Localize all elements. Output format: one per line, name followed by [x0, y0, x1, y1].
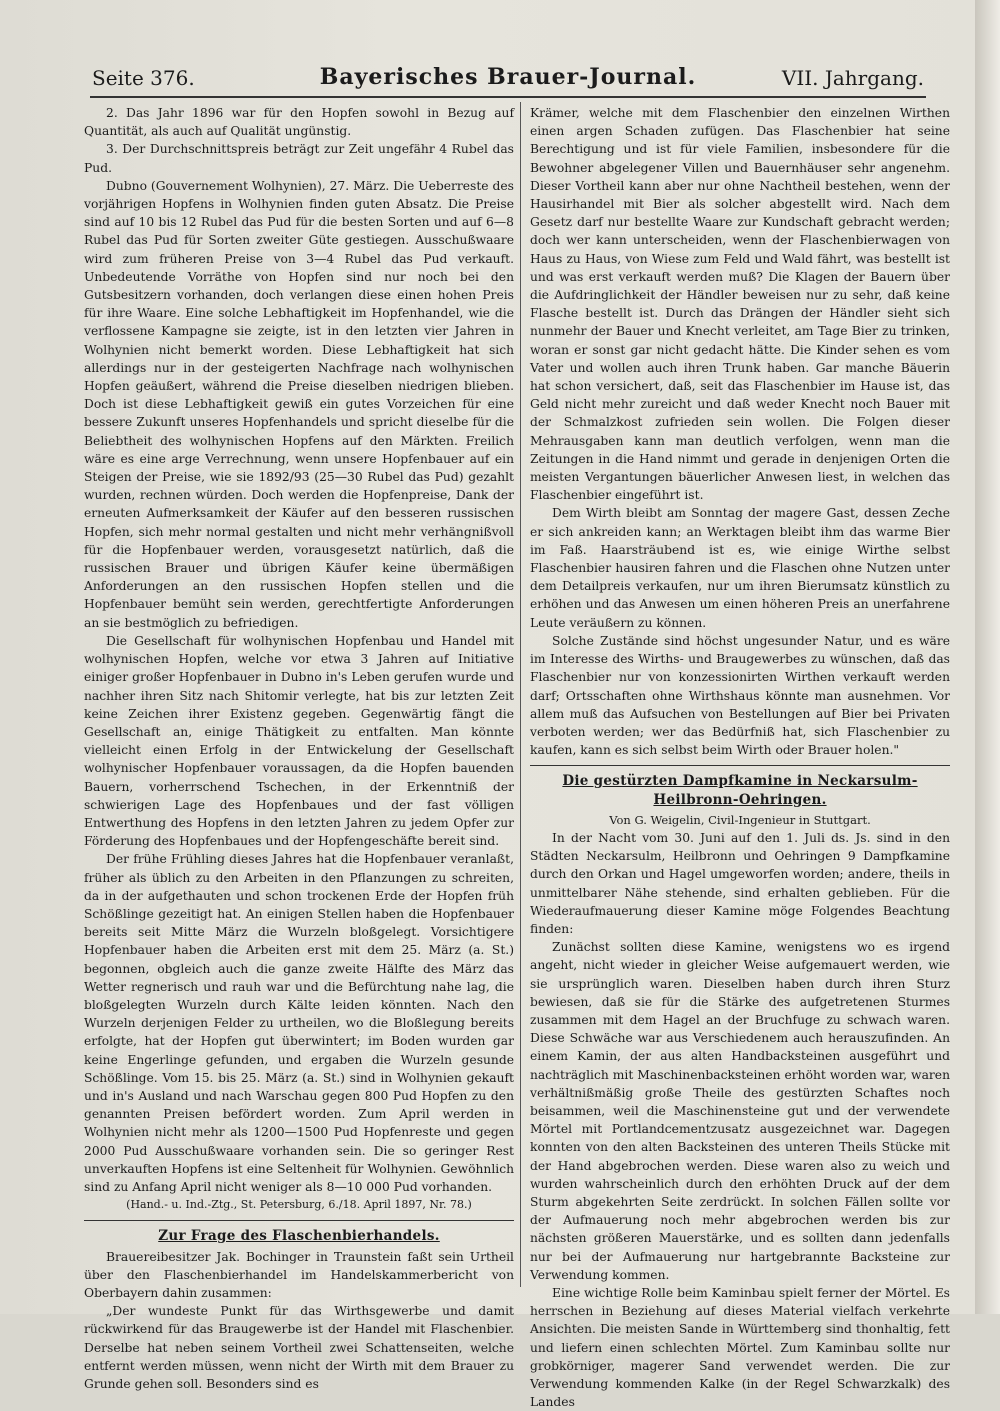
paragraph: „Der wundeste Punkt für das Wirthsgewerbe und damit rückwirkend für das Braugewerbe ist der Handel mit Flaschenbier. Derselbe hat neben seinem Vortheil zwei Schattenseiten, welche entfernt werden müssen, wenn nicht der Wirth mit dem Brauer zu Grunde gehen soll. Besonders sind es: [84, 1304, 514, 1392]
section-rule: [530, 765, 950, 766]
column-divider: [520, 102, 521, 1287]
paragraph: Solche Zustände sind höchst ungesunder Natur, und es wäre im Interesse des Wirths- und Braugewerbes zu wünschen, daß das Flaschenbier nur von konzessionirten Wirthen verkauft werden darf; Ortsschaften ohne Wirthshaus könnte man ausnehmen. Vor allem muß das Aufsuchen von Bestellungen auf Bier bei Privaten verboten werden; wer das Bedürfniß hat, sich Flaschenbier zu kaufen, kann es sich selbst beim Wirth oder Brauer holen.": [530, 633, 950, 758]
binding-spine: [975, 0, 1000, 1314]
header-rule: [90, 96, 926, 98]
page-header: [92, 60, 924, 96]
page-number: Seite 376.: [92, 66, 195, 90]
section-rule: [84, 1220, 514, 1221]
paragraph: Dem Wirth bleibt am Sonntag der magere Gast, dessen Zeche er sich ankreiden kann; an Werktagen bleibt ihm das warme Bier im Faß. Haarsträubend ist es, wie einige Wirthe selbst Flaschenbier hausiren fahren und die Flaschen ohne Nutzen unter dem Detailpreis verkaufen, nur um ihren Bierumsatz künstlich zu erhöhen und das Anwesen um einen höheren Preis an unerfahrene Leute veräußern zu können.: [530, 506, 950, 630]
paragraph: Eine wichtige Rolle beim Kaminbau spielt ferner der Mörtel. Es herrschen in Beziehung auf dieses Material vielfach verkehrte Ansichten. Die meisten Sande in Württemberg sind thonhaltig, fett und liefern einen schlechten Mörtel. Zum Kaminbau sollte nur grobkörniger, magerer Sand verwendet werden. Die zur Verwendung kommenden Kalke (in der Regel Schwarzkalk) des Landes: [530, 1286, 950, 1410]
paragraph: Brauereibesitzer Jak. Bochinger in Traunstein faßt sein Urtheil über den Flaschenbierhandel im Handelskammerbericht von Oberbayern dahin zusammen:: [84, 1249, 514, 1300]
paragraph: Dubno (Gouvernement Wolhynien), 27. März. Die Ueberreste des vorjährigen Hopfens in Wolhynien finden guten Absatz. Die Preise sind auf 10 bis 12 Rubel das Pud für die besten Sorten und auf 6—8 Rubel das Pud für Sorten zweiter Güte gestiegen. Ausschußwaare wird zum früheren Preise von 3—4 Rubel das Pud verkauft. Unbedeutende Vorräthe von Hopfen sind nur noch bei den Gutsbesitzern vorhanden, doch verlangen diese einen hohen Preis für ihre Waare. Eine solche Lebhaftigkeit im Hopfenhandel, wie die verflossene Kampagne sie zeigte, ist in den letzten vier Jahren in Wolhynien nicht bemerkt worden. Diese Lebhaftigkeit hat sich allerdings nur in der gesteigerten Nachfrage nach wolhynischen Hopfen geäußert, während die Preise dieselben niedrigen blieben. Doch ist diese Lebhaftigkeit gewiß ein gutes Vorzeichen für eine bessere Zukunft unseres Hopfenhandels und spricht dieselbe für die Beliebtheit des wolhynischen Hopfens auf den Märkten. Freilich wäre es eine arge Verrechnung, wenn unsere Hopfenbauer auf ein Steigen der Preise, wie sie 1892/93 (25—30 Rubel das Pud) gezahlt wurden, rechnen würden. Doch werden die Hopfenpreise, Dank der erneuten Aufmerksamkeit der Käufer auf den besseren russischen Hopfen, sich mehr normal gestalten und nicht mehr verhängnißvoll für die Hopfenbauer werden, vorausgesetzt natürlich, daß die russischen Brauer und übrigen Käufer keine übermäßigen Anforderungen an den russischen Hopfen stellen und die Hopfenbauer bemüht sein werden, gerechtfertigte Anforderungen an sie bestmöglich zu befriedigen.: [84, 178, 514, 630]
article-byline: Von G. Weigelin, Civil-Ingenieur in Stuttgart.: [609, 812, 871, 827]
volume-label: VII. Jahrgang.: [781, 66, 924, 90]
source-note: (Hand.- u. Ind.-Ztg., St. Petersburg, 6./18. April 1897, Nr. 78.): [126, 1198, 472, 1212]
paragraph: 2. Das Jahr 1896 war für den Hopfen sowohl in Bezug auf Quantität, als auch auf Qualität ungünstig.: [84, 106, 514, 139]
paragraph: Der frühe Frühling dieses Jahres hat die Hopfenbauer veranlaßt, früher als üblich zu den Arbeiten in den Pflanzungen zu schreiten, da in der aufgethauten und schon trockenen Erde der Hopfen früh Schößlinge gezeitigt hat. An einigen Stellen haben die Hopfenbauer bereits seit Mitte März die Wurzeln bloßgelegt. Vorsichtigere Hopfenbauer haben die Arbeiten erst mit dem 25. März (a. St.) begonnen, obgleich auch die ganze zweite Hälfte des März das Wetter regnerisch und rauh war und die Befürchtung nahe lag, die bloßgelegten Wurzeln durch Kälte leiden könnten. Nach den Wurzeln derjenigen Felder zu urtheilen, wo die Bloßlegung bereits erfolgte, hat der Hopfen gut überwintert; im Boden wurden gar keine Engerlinge gefunden, und ergaben die Wurzeln gesunde Schößlinge. Vom 15. bis 25. März (a. St.) sind in Wolhynien gekauft und in's Ausland und nach Warschau gegen 800 Pud Hopfen zu den genannten Preisen befördert worden. Zum April werden in Wolhynien nicht mehr als 1200—1500 Pud Hopfenreste und gegen 2000 Pud Ausschußwaare vorhanden sein. Die so geringer Rest unverkauften Hopfens ist eine Seltenheit für Wolhynien. Gewöhnlich sind zu Anfang April nicht weniger als 8—10 000 Pud vorhanden.: [84, 852, 514, 1194]
journal-title: Bayerisches Brauer-Journal.: [319, 64, 697, 90]
paragraph: In der Nacht vom 30. Juni auf den 1. Juli ds. Js. sind in den Städten Neckarsulm, Heilbronn und Oehringen 9 Dampfkamine durch den Orkan und Hagel umgeworfen worden; andere, theils in unmittelbarer Nähe stehende, sind erhalten geblieben. Für die Wiederaufmauerung dieser Kamine möge Folgendes Beachtung finden:: [530, 830, 950, 936]
paragraph: Die Gesellschaft für wolhynischen Hopfenbau und Handel mit wolhynischen Hopfen, welche vor etwa 3 Jahren auf Initiative einiger großer Hopfenbauer in Dubno in's Leben gerufen wurde und nachher ihren Sitz nach Shitomir verlegte, hat bis zur letzten Zeit keine Zeichen ihrer Existenz gegeben. Gegenwärtig fängt die Gesellschaft an, einige Thätigkeit zu entfalten. Man könnte vielleicht einen Erfolg in der Entwickelung der Gesellschaft wolhynischer Hopfenbauer voraussagen, da die Hopfen bauenden Bauern, vorherrschend Tschechen, in der Erkenntniß der schwierigen Lage des Hopfenbaues und der fast völligen Entwerthung des Hopfens in den letzten Jahren zu jedem Opfer zur Förderung des Hopfenbaues und der Hopfengeschäfte bereit sind.: [84, 633, 514, 849]
article-heading: Zur Frage des Flaschenbierhandels.: [158, 1228, 440, 1245]
paragraph: 3. Der Durchschnittspreis beträgt zur Zeit ungefähr 4 Rubel das Pud.: [84, 142, 514, 175]
paragraph: Zunächst sollten diese Kamine, wenigstens wo es irgend angeht, nicht wieder in gleicher Weise aufgemauert werden, wie sie ursprünglich waren. Dieselben haben durch ihren Sturz bewiesen, daß sie für die Stärke des aufgetretenen Sturmes zusammen mit dem Hagel an der Bruchfuge zu schwach waren. Diese Schwäche war aus Verschiedenem auch herauszufinden. An einem Kamin, der aus alten Handbacksteinen ausgeführt und nachträglich mit Maschinenbacksteinen erhöht worden war, waren verhältnißmäßig große Theile des gestürzten Schaftes noch beisammen, weil die Maschinensteine gut und der verwendete Mörtel mit Portlandcementzusatz ausgezeichnet war. Dagegen konnten von den alten Backsteinen des unteren Theils Stücke mit der Hand abgebrochen werden. Diese waren also zu weich und wurden wahrscheinlich durch den erhöhten Druck auf der dem Sturm abgekehrten Seite zerdrückt. In solchen Fällen sollte vor der Aufmauerung noch mehr abgebrochen werden bis zur nächsten größeren Mauerstärke, und es sollten dann jedenfalls nur bei der Aufmauerung nur hartgebrannte Backsteine zur Verwendung kommen.: [530, 940, 950, 1282]
article-heading: Die gestürzten Dampfkamine in Neckarsulm-Heilbronn-Oehringen.: [562, 773, 918, 808]
paragraph: Krämer, welche mit dem Flaschenbier den einzelnen Wirthen einen argen Schaden zufügen. Das Flaschenbier hat seine Berechtigung und ist für viele Familien, insbesondere für die Bewohner abgelegener Villen und Bauernhäuser sehr angenehm. Dieser Vortheil kann aber nur ohne Nachtheil bestehen, wenn der Hausirhandel mit Bier als solcher abgestellt wird. Nach dem Gesetz darf nur bestellte Waare zur Kundschaft gebracht werden; doch wer kann unterscheiden, wenn der Flaschenbierwagen von Haus zu Haus, von Wiese zum Feld und Wald fährt, was bestellt ist und was erst verkauft werden muß? Die Klagen der Bauern über die Aufdringlichkeit der Händler beweisen nur zu sehr, daß keine Flasche bestellt ist. Durch das Drängen der Händler sieht sich nunmehr der Bauer und Knecht verleitet, am Tage Bier zu trinken, woran er sonst gar nicht gedacht hätte. Die Kinder sehen es vom Vater und wollen auch ihren Trunk haben. Gar manche Bäuerin hat schon versichert, daß, seit das Flaschenbier im Hause ist, das Geld nicht mehr zureicht und daß weder Knecht noch Bauer mit der Schmalzkost zufrieden sein wollen. Die Folgen dieser Mehrausgaben kann man deutlich verfolgen, wenn man die Zeitungen in die Hand nimmt und gerade in denjenigen Orten die meisten Vergantungen bäuerlicher Anwesen liest, in welchen das Flaschenbier eingeführt ist.: [530, 106, 950, 503]
left-column: [84, 104, 514, 1393]
right-column: [530, 104, 950, 1411]
